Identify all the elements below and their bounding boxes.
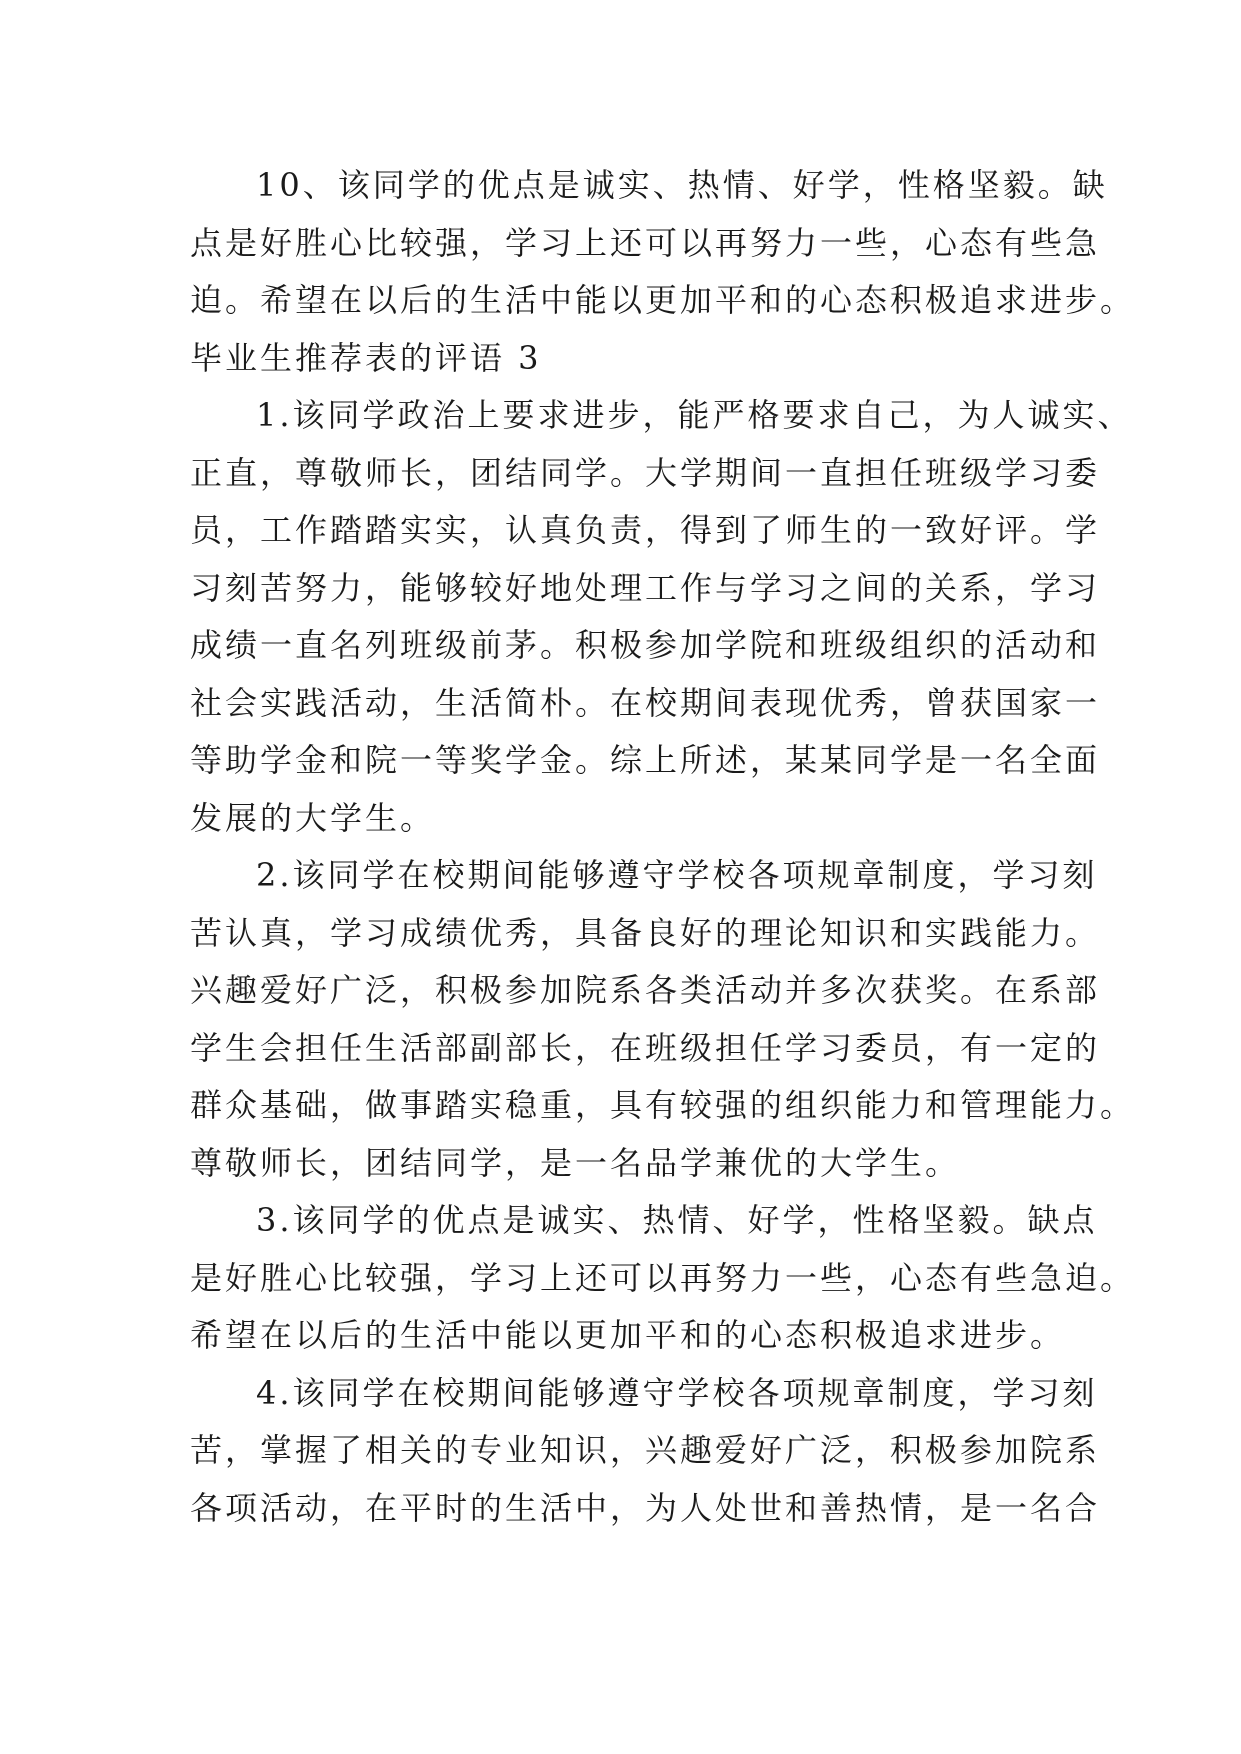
paragraph-1-line-4: 习刻苦努力，能够较好地处理工作与学习之间的关系，学习 xyxy=(190,568,1101,607)
paragraph-1-line-5: 成绩一直名列班级前茅。积极参加学院和班级组织的活动和 xyxy=(190,626,1101,664)
paragraph-1-line-3: 员，工作踏踏实实，认真负责，得到了师生的一致好评。学 xyxy=(190,511,1101,549)
section-heading: 毕业生推荐表的评语 3 xyxy=(190,338,542,377)
paragraph-2-line-6: 尊敬师长，团结同学，是一名品学兼优的大学生。 xyxy=(190,1143,961,1182)
paragraph-2-line-1: 2.该同学在校期间能够遵守学校各项规章制度，学习刻 xyxy=(256,856,1098,894)
paragraph-1-line-6: 社会实践活动，生活简朴。在校期间表现优秀，曾获国家一 xyxy=(190,683,1101,722)
paragraph-2-line-4: 学生会担任生活部副部长，在班级担任学习委员，有一定的 xyxy=(190,1028,1101,1067)
paragraph-1-line-1: 1.该同学政治上要求进步，能严格要求自己，为人诚实、 xyxy=(256,396,1133,434)
paragraph-1-line-2: 正直，尊敬师长，团结同学。大学期间一直担任班级学习委 xyxy=(190,453,1101,492)
paragraph-10-line-1: 10、该同学的优点是诚实、热情、好学，性格坚毅。缺 xyxy=(256,166,1108,204)
paragraph-10-line-3: 迫。希望在以后的生活中能以更加平和的心态积极追求进步。 xyxy=(190,281,1136,319)
document-body xyxy=(190,157,1136,1537)
paragraph-2-line-5: 群众基础，做事踏实稳重，具有较强的组织能力和管理能力。 xyxy=(190,1086,1136,1124)
paragraph-2-line-2: 苦认真，学习成绩优秀，具备良好的理论知识和实践能力。 xyxy=(190,913,1101,952)
paragraph-4-line-3: 各项活动，在平时的生活中，为人处世和善热情，是一名合 xyxy=(190,1488,1101,1527)
paragraph-10-line-2: 点是好胜心比较强，学习上还可以再努力一些，心态有些急 xyxy=(190,223,1101,262)
paragraph-4-line-2: 苦，掌握了相关的专业知识，兴趣爱好广泛，积极参加院系 xyxy=(190,1431,1101,1469)
paragraph-1-line-8: 发展的大学生。 xyxy=(190,798,436,837)
paragraph-4-line-1: 4.该同学在校期间能够遵守学校各项规章制度，学习刻 xyxy=(256,1373,1098,1412)
paragraph-2-line-3: 兴趣爱好广泛，积极参加院系各类活动并多次获奖。在系部 xyxy=(190,971,1101,1009)
paragraph-3-line-3: 希望在以后的生活中能以更加平和的心态积极追求进步。 xyxy=(190,1316,1066,1354)
paragraph-3-line-2: 是好胜心比较强，学习上还可以再努力一些，心态有些急迫。 xyxy=(190,1258,1136,1297)
paragraph-3-line-1: 3.该同学的优点是诚实、热情、好学，性格坚毅。缺点 xyxy=(256,1201,1098,1239)
paragraph-1-line-7: 等助学金和院一等奖学金。综上所述，某某同学是一名全面 xyxy=(190,741,1101,779)
